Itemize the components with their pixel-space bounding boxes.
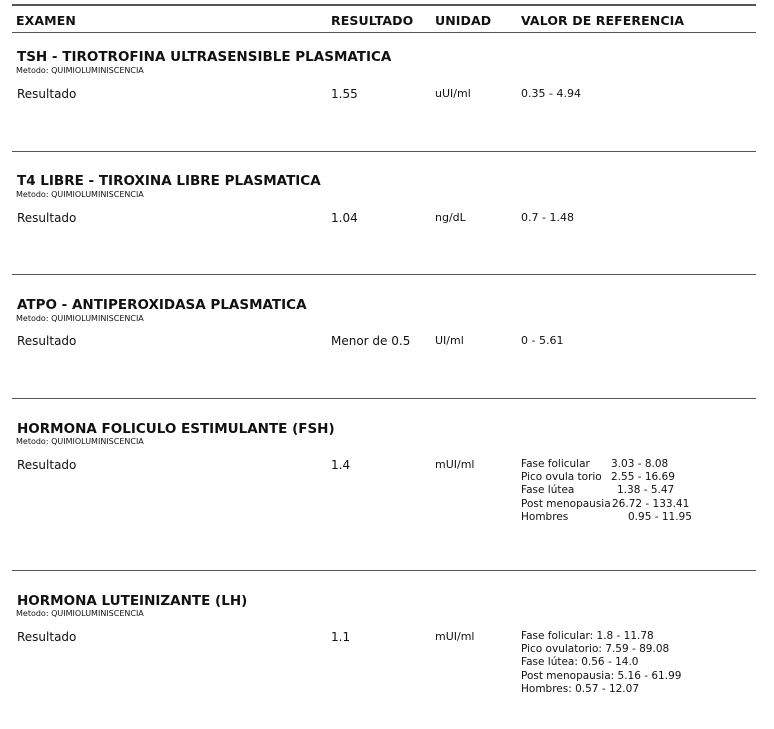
reference-phase: Post menopausia bbox=[521, 497, 611, 510]
reference-row bbox=[521, 497, 690, 511]
reference-range: 0 - 5.61 bbox=[521, 334, 564, 347]
result-label: Resultado bbox=[17, 334, 77, 348]
test-method: Metodo: QUIMIOLUMINISCENCIA bbox=[16, 314, 144, 323]
section-divider bbox=[12, 570, 756, 571]
section-divider bbox=[12, 151, 756, 152]
test-method: Metodo: QUIMIOLUMINISCENCIA bbox=[16, 190, 144, 199]
result-unit: uUI/ml bbox=[435, 87, 471, 100]
reference-range: 0.35 - 4.94 bbox=[521, 87, 581, 100]
result-unit: mUI/ml bbox=[435, 458, 475, 471]
result-value: 1.55 bbox=[331, 87, 358, 101]
reference-line: Fase lútea: 0.56 - 14.0 bbox=[521, 656, 639, 669]
result-value: 1.1 bbox=[331, 630, 351, 644]
reference-ranges bbox=[521, 630, 681, 696]
col-valor-referencia: VALOR DE REFERENCIA bbox=[521, 13, 685, 28]
reference-row bbox=[521, 471, 675, 484]
result-label: Resultado bbox=[17, 87, 77, 101]
reference-line: Pico ovulatorio: 7.59 - 89.08 bbox=[521, 643, 670, 656]
reference-phase: Hombres bbox=[521, 510, 569, 523]
result-label: Resultado bbox=[17, 211, 77, 225]
col-examen: EXAMEN bbox=[16, 13, 76, 28]
reference-ranges bbox=[521, 458, 692, 524]
test-method: Metodo: QUIMIOLUMINISCENCIA bbox=[16, 437, 144, 446]
reference-row bbox=[521, 458, 669, 471]
reference-row bbox=[521, 510, 692, 524]
reference-line: Hombres: 0.57 - 12.07 bbox=[521, 682, 640, 695]
reference-value: 26.72 - 133.41 bbox=[612, 497, 690, 510]
reference-phase: Fase folicular bbox=[521, 458, 590, 470]
section-divider bbox=[12, 398, 756, 399]
test-title: HORMONA FOLICULO ESTIMULANTE (FSH) bbox=[17, 421, 335, 437]
result-value: Menor de 0.5 bbox=[331, 334, 411, 348]
reference-phase: Fase lútea bbox=[521, 484, 575, 497]
test-method: Metodo: QUIMIOLUMINISCENCIA bbox=[16, 66, 144, 75]
test-title: HORMONA LUTEINIZANTE (LH) bbox=[17, 593, 248, 609]
reference-value: 0.95 - 11.95 bbox=[628, 510, 692, 523]
reference-value: 1.38 - 5.47 bbox=[617, 484, 675, 497]
result-unit: ng/dL bbox=[435, 211, 466, 224]
reference-range: 0.7 - 1.48 bbox=[521, 211, 574, 224]
reference-row bbox=[521, 484, 675, 497]
reference-line: Post menopausia: 5.16 - 61.99 bbox=[521, 669, 682, 682]
result-value: 1.4 bbox=[331, 458, 351, 472]
result-unit: UI/ml bbox=[435, 334, 464, 347]
test-method: Metodo: QUIMIOLUMINISCENCIA bbox=[16, 609, 144, 618]
result-unit: mUI/ml bbox=[435, 630, 475, 643]
col-resultado: RESULTADO bbox=[331, 13, 414, 28]
reference-value: 2.55 - 16.69 bbox=[611, 471, 675, 484]
reference-phase: Pico ovula torio bbox=[521, 471, 602, 484]
table-header bbox=[12, 4, 756, 33]
reference-value: 3.03 - 8.08 bbox=[611, 458, 669, 470]
reference-line: Fase folicular: 1.8 - 11.78 bbox=[521, 630, 654, 642]
test-title: T4 LIBRE - TIROXINA LIBRE PLASMATICA bbox=[17, 173, 321, 189]
test-title: TSH - TIROTROFINA ULTRASENSIBLE PLASMATICA bbox=[17, 49, 392, 65]
test-title: ATPO - ANTIPEROXIDASA PLASMATICA bbox=[17, 297, 307, 313]
result-label: Resultado bbox=[17, 458, 77, 472]
col-unidad: UNIDAD bbox=[435, 13, 492, 28]
section-divider bbox=[12, 274, 756, 275]
result-value: 1.04 bbox=[331, 211, 358, 225]
result-label: Resultado bbox=[17, 630, 77, 644]
